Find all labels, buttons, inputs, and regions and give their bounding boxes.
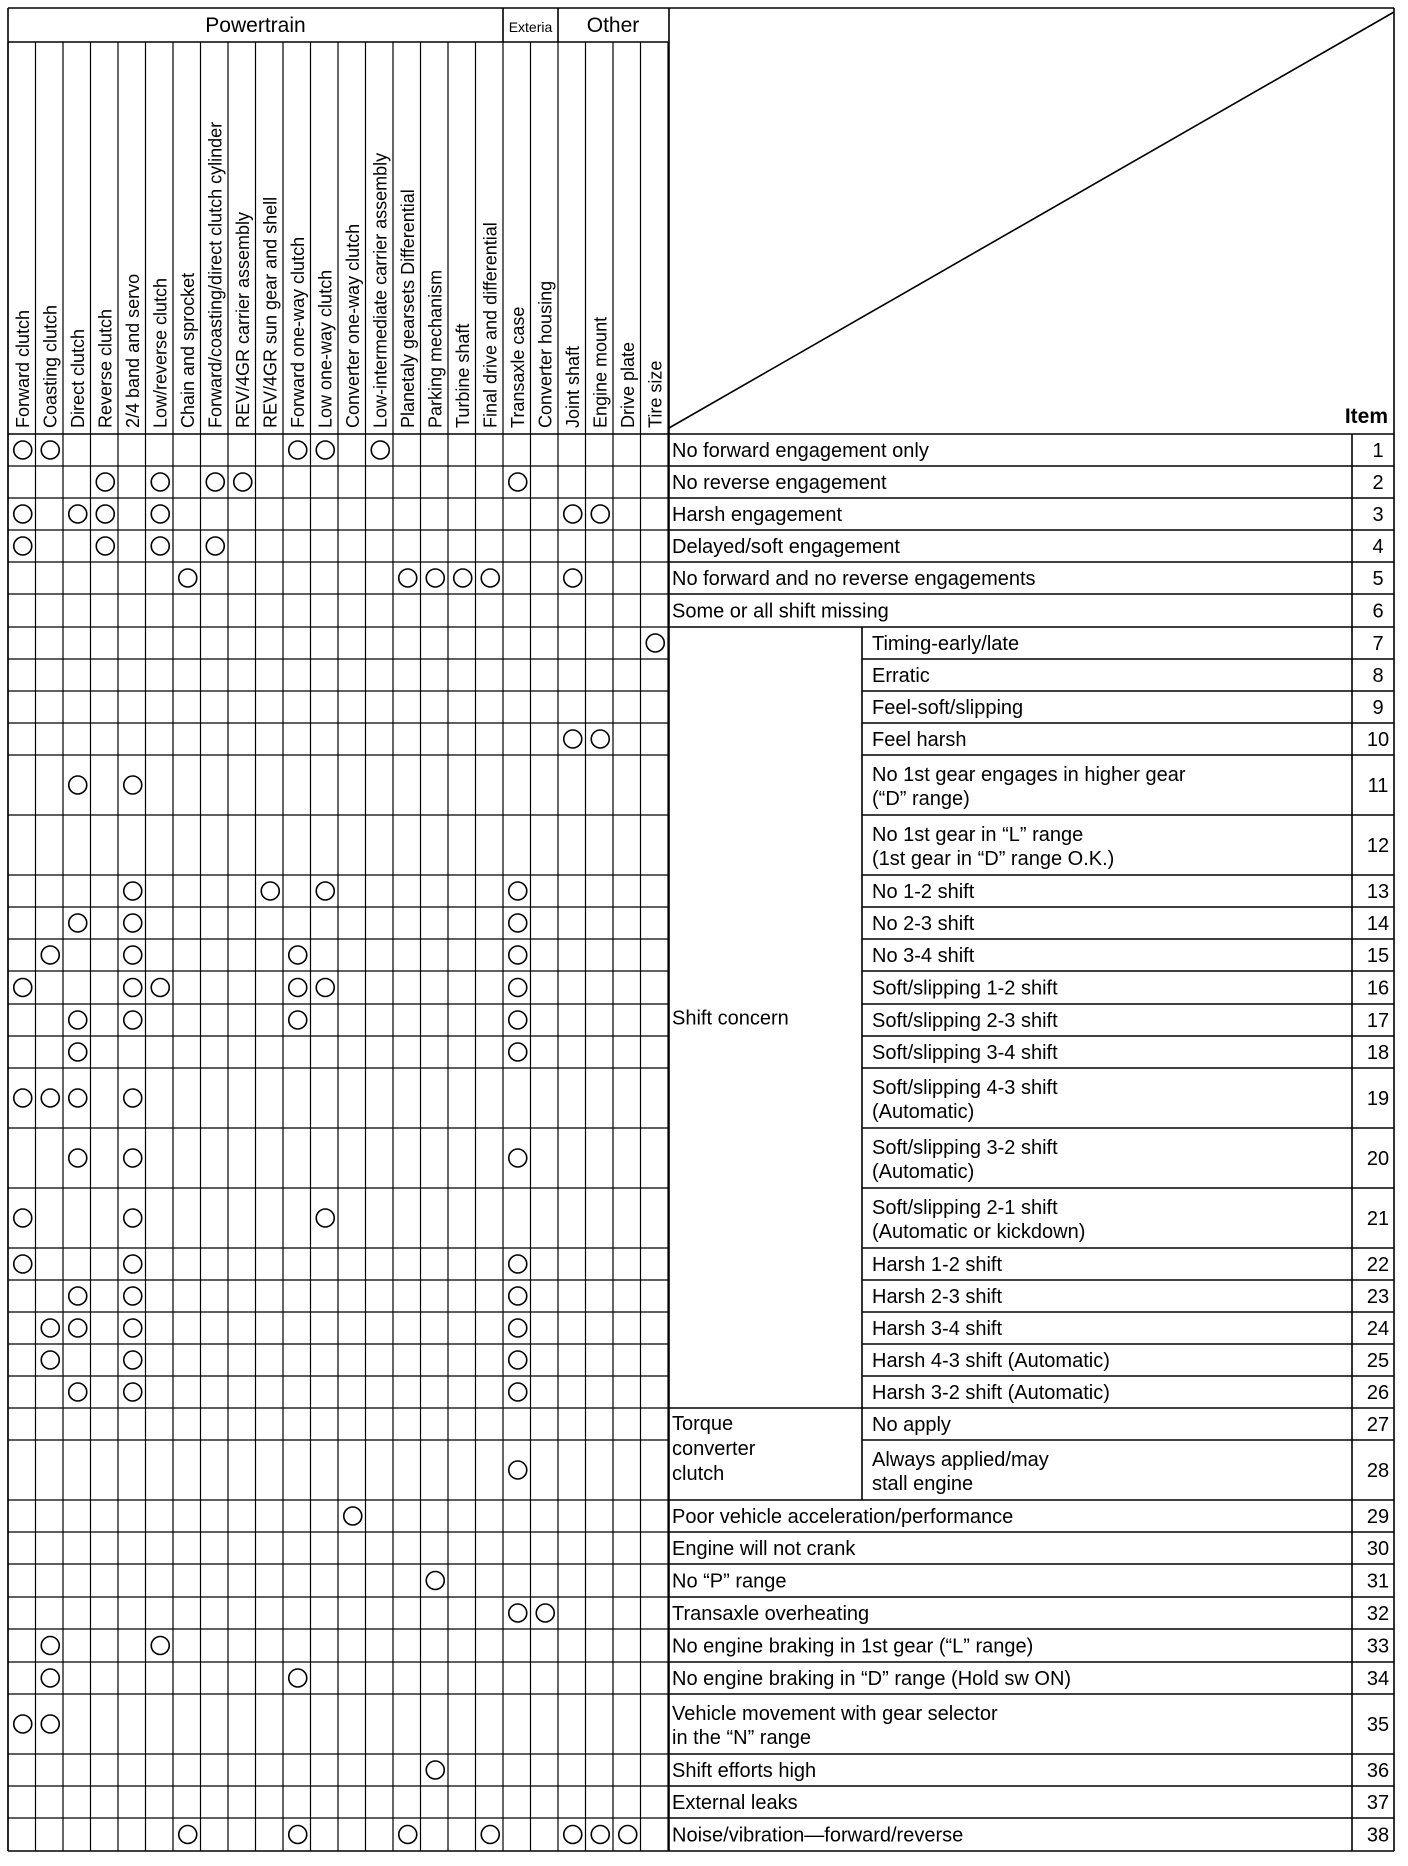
mark-circle [564, 569, 582, 587]
mark-circle [289, 1826, 307, 1844]
tcc-label: converter [672, 1438, 756, 1460]
shift-concern-label: Shift concern [672, 1007, 789, 1030]
mark-circle [151, 1637, 169, 1655]
sub-label: Soft/slipping 4-3 shift [872, 1077, 1058, 1099]
sub-label: Feel harsh [872, 729, 967, 751]
mark-circle [14, 979, 32, 997]
group-external: Exteria [508, 19, 553, 35]
row-number: 29 [1366, 1506, 1390, 1528]
row-number: 25 [1366, 1350, 1390, 1372]
mark-circle [399, 1826, 417, 1844]
mark-circle [509, 882, 527, 900]
sub-label: Harsh 2-3 shift [872, 1286, 1003, 1308]
row-number: 7 [1372, 633, 1384, 655]
mark-circle [619, 1826, 637, 1844]
mark-circle [179, 569, 197, 587]
mark-circle [41, 1715, 59, 1733]
mark-circle [509, 1383, 527, 1401]
row-number: 4 [1372, 536, 1384, 558]
sub-label: Harsh 1-2 shift [872, 1254, 1003, 1276]
mark-circle [289, 441, 307, 459]
item-header: Item [1344, 405, 1388, 428]
mark-circle [69, 776, 87, 794]
column-header: Final drive and differential [480, 222, 501, 428]
mark-circle [399, 569, 417, 587]
row-number: 36 [1366, 1760, 1390, 1782]
row-label: Some or all shift missing [672, 600, 889, 623]
mark-circle [564, 505, 582, 523]
column-header: Low one-way clutch [315, 269, 336, 428]
sub-label: No 1st gear in “L” range [872, 824, 1084, 846]
mark-circle [14, 505, 32, 523]
row-number: 12 [1366, 835, 1390, 857]
mark-circle [564, 1826, 582, 1844]
mark-circle [69, 1383, 87, 1401]
tcc-label: Torque [672, 1413, 734, 1435]
mark-circle [481, 569, 499, 587]
mark-circle [509, 1255, 527, 1273]
mark-circle [14, 1209, 32, 1227]
mark-circle [509, 1351, 527, 1369]
column-header: Engine mount [590, 316, 611, 428]
row-label: Transaxle overheating [672, 1603, 870, 1625]
mark-circle [14, 1715, 32, 1733]
mark-circle [426, 1761, 444, 1779]
mark-circle [124, 1319, 142, 1337]
mark-circle [124, 1089, 142, 1107]
column-header: Planetaly gearsets Differential [397, 189, 418, 428]
mark-circle [41, 946, 59, 964]
sub-label: Erratic [872, 665, 930, 687]
mark-circle [41, 1319, 59, 1337]
tcc-label: clutch [672, 1463, 725, 1485]
sub-label: stall engine [872, 1473, 974, 1495]
sub-label: (Automatic) [872, 1101, 975, 1123]
mark-circle [124, 1255, 142, 1273]
sub-label: Soft/slipping 3-2 shift [872, 1137, 1058, 1159]
mark-circle [151, 537, 169, 555]
row-number: 13 [1366, 881, 1390, 903]
mark-circle [316, 882, 334, 900]
mark-circle [591, 1826, 609, 1844]
column-header: Direct clutch [67, 328, 88, 428]
column-header: Transaxle case [507, 306, 528, 428]
row-number: 5 [1372, 568, 1384, 590]
mark-circle [124, 1287, 142, 1305]
mark-circle [289, 979, 307, 997]
column-header: Drive plate [617, 341, 638, 428]
mark-circle [151, 979, 169, 997]
mark-circle [344, 1507, 362, 1525]
sub-label: No apply [872, 1414, 951, 1436]
mark-circle [509, 914, 527, 932]
mark-circle [646, 634, 664, 652]
row-number: 32 [1366, 1603, 1390, 1625]
row-number: 34 [1366, 1668, 1390, 1690]
mark-circle [206, 473, 224, 491]
row-number: 37 [1366, 1792, 1390, 1814]
sub-label: (“D” range) [872, 788, 970, 810]
mark-circle [69, 1319, 87, 1337]
sub-label: No 2-3 shift [872, 913, 975, 935]
column-header: Low/reverse clutch [150, 277, 171, 428]
row-label: Poor vehicle acceleration/performance [672, 1506, 1014, 1528]
mark-circle [454, 569, 472, 587]
mark-circle [509, 979, 527, 997]
row-number: 3 [1372, 504, 1384, 526]
sub-label: Soft/slipping 1-2 shift [872, 977, 1058, 1000]
sub-label: Harsh 4-3 shift (Automatic) [872, 1350, 1110, 1372]
mark-circle [124, 1011, 142, 1029]
sub-label: (Automatic) [872, 1161, 975, 1183]
row-number: 19 [1366, 1088, 1390, 1110]
column-header: Joint shaft [562, 345, 583, 428]
row-number: 14 [1366, 913, 1390, 935]
mark-circle [14, 1255, 32, 1273]
mark-circle [206, 537, 224, 555]
mark-circle [289, 1669, 307, 1687]
mark-circle [591, 505, 609, 523]
row-number: 22 [1366, 1254, 1390, 1276]
row-number: 9 [1372, 697, 1384, 719]
mark-circle [591, 730, 609, 748]
mark-circle [261, 882, 279, 900]
column-header: Tire size [645, 360, 666, 428]
mark-circle [96, 537, 114, 555]
mark-circle [69, 1287, 87, 1305]
column-header: Parking mechanism [425, 269, 446, 428]
sub-label: Feel-soft/slipping [872, 697, 1024, 719]
row-label: Harsh engagement [672, 504, 843, 526]
row-number: 38 [1366, 1824, 1390, 1847]
mark-circle [509, 473, 527, 491]
sub-label: Soft/slipping 2-3 shift [872, 1010, 1058, 1032]
group-powertrain: Powertrain [205, 14, 306, 37]
row-number: 26 [1366, 1382, 1390, 1404]
row-label: No “P” range [672, 1570, 787, 1593]
mark-circle [316, 441, 334, 459]
header-diagonal [669, 12, 1394, 428]
row-number: 23 [1366, 1286, 1390, 1308]
mark-circle [124, 776, 142, 794]
mark-circle [316, 1209, 334, 1227]
mark-circle [41, 1089, 59, 1107]
column-header: 2/4 band and servo [122, 273, 143, 428]
mark-circle [509, 1043, 527, 1061]
group-other: Other [586, 14, 640, 37]
sub-label: Always applied/may [872, 1449, 1049, 1471]
row-label: Engine will not crank [672, 1538, 856, 1560]
sub-label: Soft/slipping 2-1 shift [872, 1197, 1058, 1219]
mark-circle [289, 946, 307, 964]
mark-circle [124, 882, 142, 900]
mark-circle [371, 441, 389, 459]
mark-circle [41, 1669, 59, 1687]
mark-circle [124, 1351, 142, 1369]
mark-circle [564, 730, 582, 748]
row-label: No reverse engagement [672, 472, 887, 494]
mark-circle [14, 441, 32, 459]
mark-circle [151, 473, 169, 491]
mark-circle [509, 1604, 527, 1622]
mark-circle [41, 1351, 59, 1369]
mark-circle [41, 441, 59, 459]
column-header: Forward clutch [12, 309, 33, 428]
column-header: Chain and sprocket [177, 272, 198, 428]
column-header: REV/4GR sun gear and shell [260, 196, 281, 428]
mark-circle [234, 473, 252, 491]
sub-label: Harsh 3-2 shift (Automatic) [872, 1382, 1110, 1404]
row-number: 27 [1366, 1414, 1390, 1436]
row-number: 28 [1366, 1460, 1390, 1482]
row-number: 20 [1366, 1148, 1390, 1170]
mark-circle [69, 1043, 87, 1061]
mark-circle [124, 914, 142, 932]
column-header: Coasting clutch [40, 304, 61, 428]
mark-circle [14, 1089, 32, 1107]
mark-circle [426, 569, 444, 587]
mark-circle [509, 1287, 527, 1305]
mark-circle [124, 979, 142, 997]
row-number: 17 [1366, 1010, 1390, 1032]
row-label: Shift efforts high [672, 1760, 817, 1782]
row-label: No forward and no reverse engagements [672, 568, 1036, 590]
mark-circle [69, 1011, 87, 1029]
mark-circle [316, 979, 334, 997]
row-label: No forward engagement only [672, 440, 929, 462]
row-number: 11 [1367, 775, 1389, 797]
column-header: REV/4GR carrier assembly [232, 211, 253, 428]
mark-circle [509, 946, 527, 964]
sub-label: Harsh 3-4 shift [872, 1318, 1003, 1340]
mark-circle [124, 1209, 142, 1227]
mark-circle [124, 946, 142, 964]
column-header: Reverse clutch [95, 308, 116, 428]
mark-circle [426, 1572, 444, 1590]
row-number: 21 [1366, 1208, 1390, 1230]
mark-circle [509, 1149, 527, 1167]
sub-label: No 1-2 shift [872, 881, 975, 903]
column-header: Turbine shaft [452, 323, 473, 428]
row-label: No engine braking in 1st gear (“L” range) [672, 1635, 1034, 1658]
row-number: 16 [1366, 977, 1390, 1000]
mark-circle [124, 1149, 142, 1167]
column-header: Forward one-way clutch [287, 236, 308, 428]
row-number: 2 [1372, 472, 1384, 494]
mark-circle [69, 1149, 87, 1167]
mark-circle [509, 1319, 527, 1337]
mark-circle [96, 505, 114, 523]
sub-label: No 3-4 shift [872, 945, 975, 967]
sub-label: No 1st gear engages in higher gear [872, 764, 1186, 786]
mark-circle [14, 537, 32, 555]
row-number: 8 [1372, 665, 1384, 687]
mark-circle [41, 1637, 59, 1655]
column-header: Converter housing [535, 280, 556, 428]
mark-circle [151, 505, 169, 523]
row-number: 35 [1366, 1714, 1390, 1736]
row-number: 30 [1366, 1538, 1390, 1560]
row-label: External leaks [672, 1792, 798, 1814]
mark-circle [536, 1604, 554, 1622]
sub-label: (Automatic or kickdown) [872, 1221, 1086, 1243]
row-number: 6 [1372, 600, 1384, 623]
mark-circle [289, 1011, 307, 1029]
sub-label: Timing-early/late [872, 633, 1020, 655]
row-number: 10 [1366, 729, 1390, 751]
mark-circle [69, 1089, 87, 1107]
mark-circle [69, 914, 87, 932]
row-number: 33 [1366, 1635, 1390, 1658]
row-number: 15 [1366, 945, 1390, 967]
row-number: 24 [1366, 1318, 1390, 1340]
row-number: 31 [1366, 1570, 1390, 1593]
row-label: No engine braking in “D” range (Hold sw ON) [672, 1668, 1072, 1690]
column-header: Converter one-way clutch [342, 223, 363, 428]
row-label: Noise/vibration—forward/reverse [672, 1824, 964, 1847]
row-label: Vehicle movement with gear selector in the “N” range [672, 1703, 998, 1749]
column-header: Forward/coasting/direct clutch cylinder [205, 121, 226, 428]
mark-circle [509, 1461, 527, 1479]
mark-circle [509, 1011, 527, 1029]
sub-label: Soft/slipping 3-4 shift [872, 1042, 1058, 1064]
row-number: 1 [1372, 440, 1384, 462]
row-number: 18 [1366, 1042, 1390, 1064]
row-label: Delayed/soft engagement [672, 536, 900, 558]
mark-circle [481, 1826, 499, 1844]
column-header: Low-intermediate carrier assembly [370, 152, 391, 428]
sub-label: (1st gear in “D” range O.K.) [872, 848, 1115, 870]
mark-circle [96, 473, 114, 491]
mark-circle [179, 1826, 197, 1844]
mark-circle [124, 1383, 142, 1401]
mark-circle [69, 505, 87, 523]
